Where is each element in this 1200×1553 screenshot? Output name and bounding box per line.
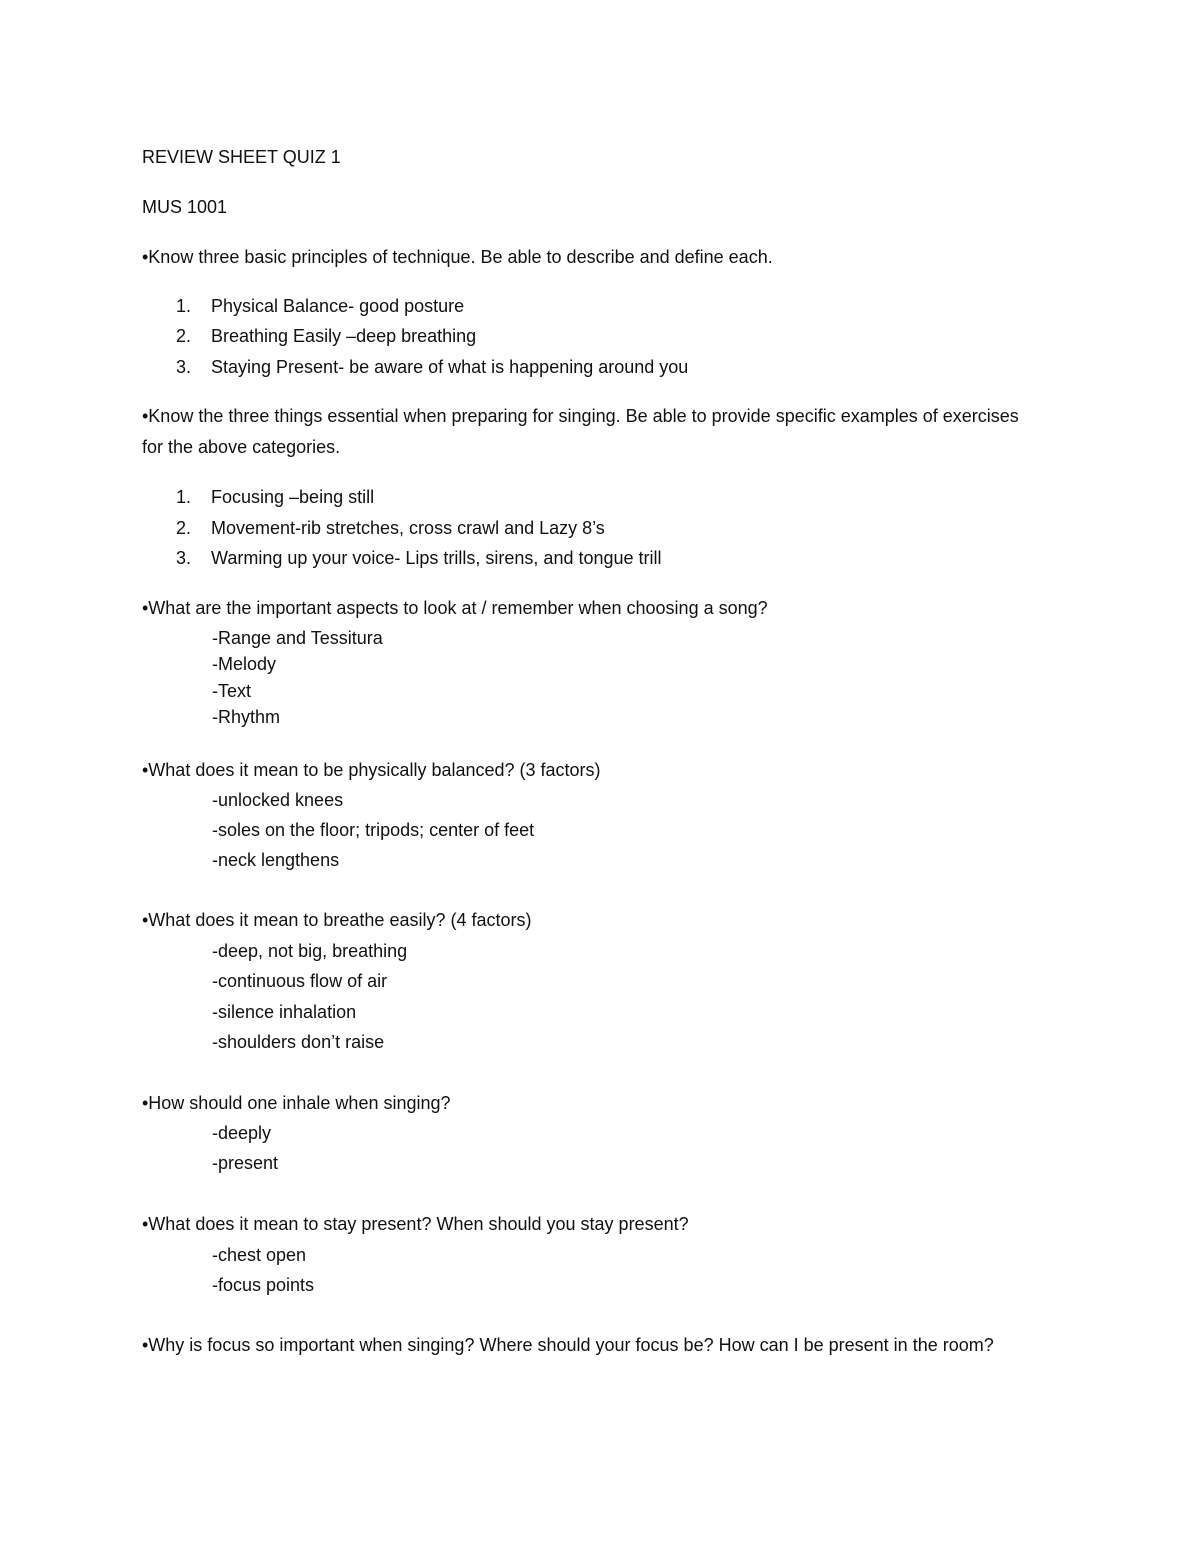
answer-item: -continuous flow of air	[212, 971, 388, 991]
answer-item: -unlocked knees	[212, 790, 344, 810]
question-7: •What does it mean to stay present? When should you stay present?	[142, 1214, 689, 1234]
answer-item: -Melody	[212, 654, 277, 674]
list-number: 2.	[176, 518, 192, 538]
answer-item: -deep, not big, breathing	[212, 941, 408, 961]
list-text: Warming up your voice- Lips trills, sirens, and tongue trill	[211, 548, 662, 568]
list-number: 1.	[176, 296, 192, 316]
question-6: •How should one inhale when singing?	[142, 1093, 451, 1113]
list-item	[176, 546, 662, 570]
answer-item: -Range and Tessitura	[212, 628, 383, 648]
list-number: 3.	[176, 548, 192, 568]
answer-item: -shoulders don’t raise	[212, 1032, 385, 1052]
answer-item: -soles on the floor; tripods; center of feet	[212, 820, 535, 840]
answer-item: -Rhythm	[212, 707, 281, 727]
answer-item: -present	[212, 1153, 279, 1173]
course-code: MUS 1001	[142, 197, 228, 217]
question-8: •Why is focus so important when singing? Where should your focus be? How can I be present in the room?	[142, 1335, 994, 1355]
list-text: Physical Balance- good posture	[211, 296, 465, 316]
list-text: Movement-rib stretches, cross crawl and Lazy 8’s	[211, 518, 605, 538]
page-title: REVIEW SHEET QUIZ 1	[142, 147, 341, 167]
list-item	[176, 294, 464, 318]
list-text: Breathing Easily –deep breathing	[211, 326, 477, 346]
list-text: Staying Present- be aware of what is happening around you	[211, 357, 689, 377]
list-item	[176, 355, 688, 379]
list-item	[176, 485, 374, 509]
answer-item: -silence inhalation	[212, 1002, 357, 1022]
answer-item: -focus points	[212, 1275, 315, 1295]
list-text: Focusing –being still	[211, 487, 375, 507]
question-4: •What does it mean to be physically balanced? (3 factors)	[142, 760, 601, 780]
list-item	[176, 516, 605, 540]
list-item	[176, 324, 476, 348]
answer-item: -neck lengthens	[212, 850, 340, 870]
answer-item: -Text	[212, 681, 252, 701]
answer-item: -deeply	[212, 1123, 272, 1143]
answer-item: -chest open	[212, 1245, 307, 1265]
question-5: •What does it mean to breathe easily? (4 factors)	[142, 910, 532, 930]
list-number: 1.	[176, 487, 192, 507]
question-2: •Know the three things essential when preparing for singing. Be able to provide specific examples of exercises for the above categories.	[142, 406, 1019, 457]
question-3: •What are the important aspects to look at / remember when choosing a song?	[142, 598, 768, 618]
question-1: •Know three basic principles of technique. Be able to describe and define each.	[142, 247, 773, 267]
list-number: 3.	[176, 357, 192, 377]
list-number: 2.	[176, 326, 192, 346]
